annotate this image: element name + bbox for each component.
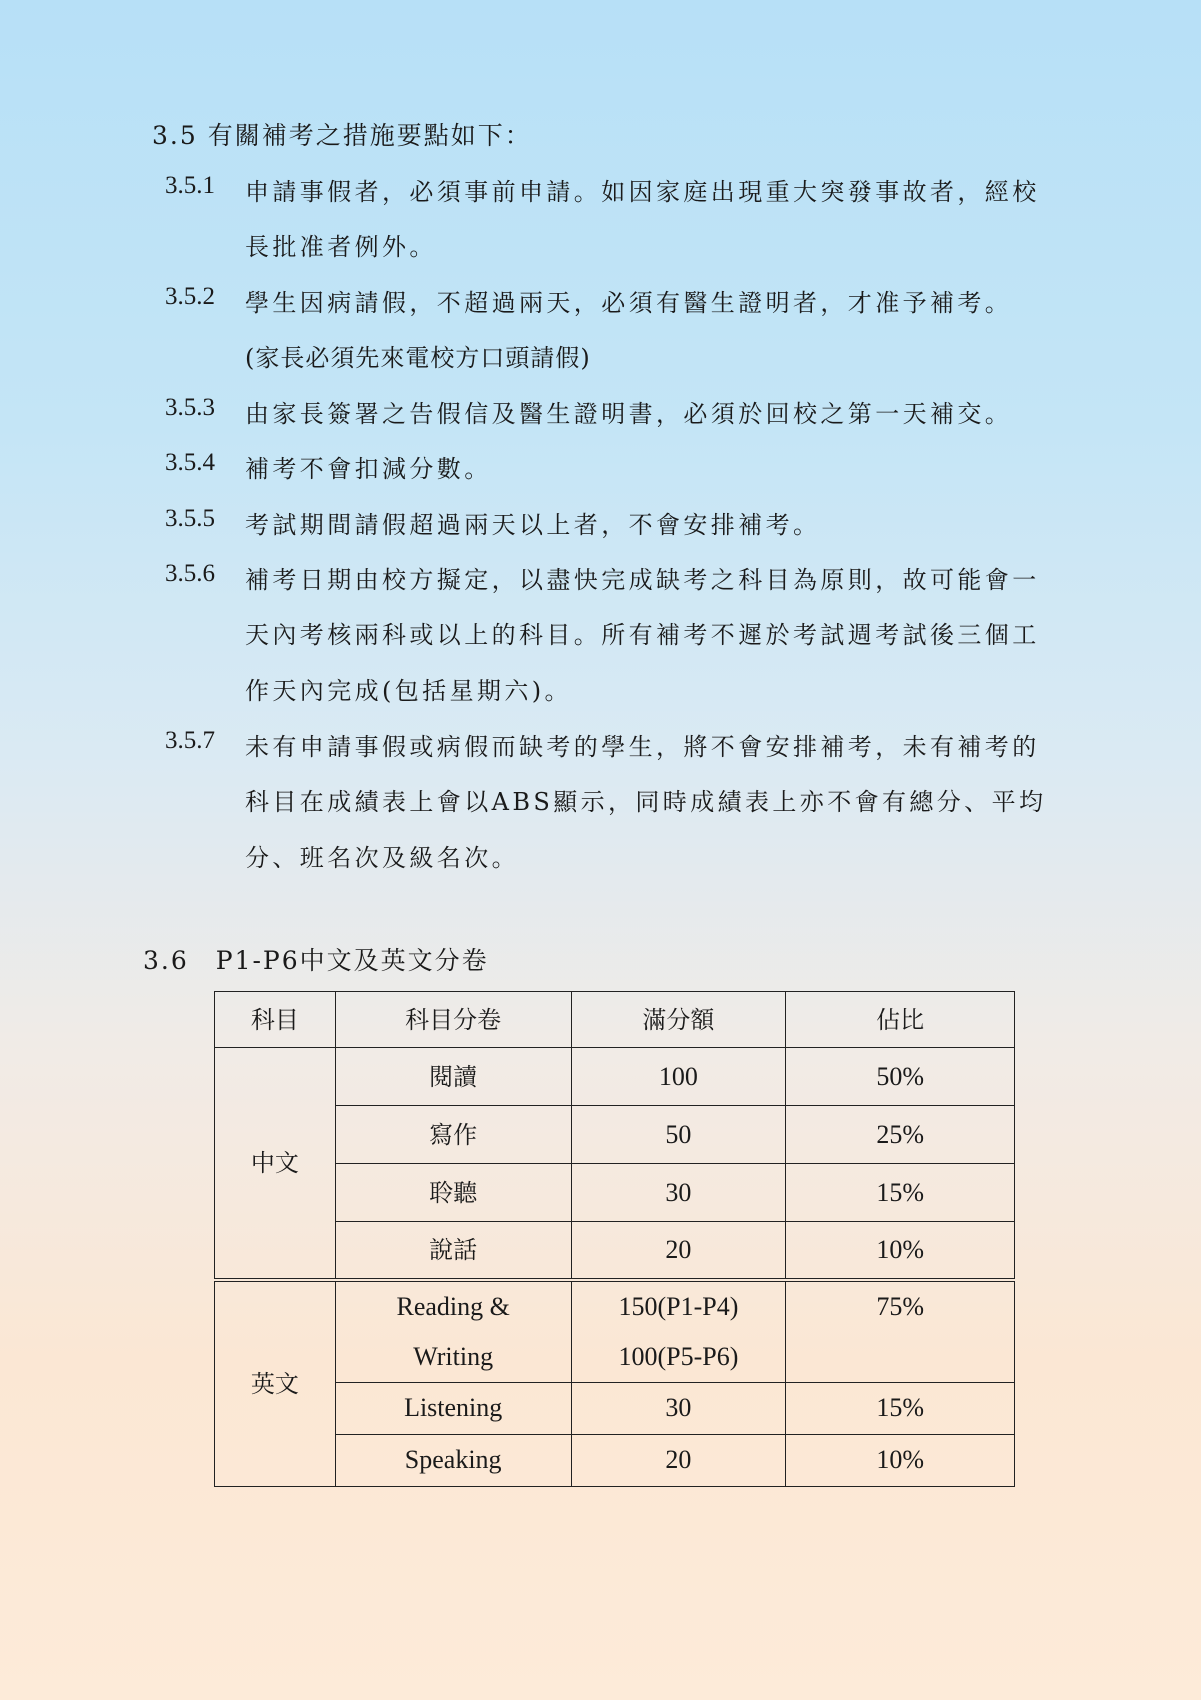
table-row: [215, 1434, 1015, 1486]
column-header: 科目分卷: [335, 992, 571, 1048]
weight-cell: 75%: [786, 1280, 1015, 1383]
column-header: 佔比: [786, 992, 1015, 1048]
item-number: 3.5.5: [165, 505, 215, 532]
full-marks-cell: 50: [571, 1106, 786, 1164]
full-marks-cell: [571, 1280, 786, 1383]
item-number: 3.5.3: [165, 394, 215, 421]
item-text: 長批准者例外。: [245, 233, 437, 261]
paper-line: Writing: [413, 1341, 494, 1371]
weight-cell: 15%: [786, 1382, 1015, 1434]
item-text: 作天內完成(包括星期六)。: [245, 677, 572, 705]
weight-cell: 50%: [786, 1048, 1015, 1106]
full-marks-cell: 30: [571, 1382, 786, 1434]
exam-paper-table: [214, 991, 1015, 1487]
column-header: 科目: [215, 992, 336, 1048]
paper-cell: 閱讀: [335, 1048, 571, 1106]
weight-cell: 25%: [786, 1106, 1015, 1164]
item-text: 申請事假者，必須事前申請。如因家庭出現重大突發事故者，經校: [245, 178, 1040, 206]
subject-cell: 英文: [215, 1280, 336, 1487]
item-text: 補考不會扣減分數。: [245, 455, 492, 483]
item-text: 未有申請事假或病假而缺考的學生，將不會安排補考，未有補考的: [245, 733, 1040, 761]
paper-cell: Speaking: [335, 1434, 571, 1486]
paper-cell: Listening: [335, 1382, 571, 1434]
section-3-6-heading: 3.6 P1-P6中文及英文分卷: [143, 946, 489, 975]
full-marks-cell: 100: [571, 1048, 786, 1106]
full-marks-cell: 30: [571, 1164, 786, 1222]
weight-cell: 15%: [786, 1164, 1015, 1222]
item-text: 天內考核兩科或以上的科目。所有補考不遲於考試週考試後三個工: [245, 621, 1040, 649]
paper-line: Reading &: [396, 1291, 510, 1321]
item-text: 分、班名次及級名次。: [245, 844, 519, 872]
paper-cell: 聆聽: [335, 1164, 571, 1222]
table-row: [215, 1106, 1015, 1164]
item-number: 3.5.7: [165, 727, 215, 754]
marks-line: 100(P5-P6): [618, 1341, 739, 1371]
item-text: 補考日期由校方擬定，以盡快完成缺考之科目為原則，故可能會一: [245, 566, 1040, 594]
table-row: [215, 1164, 1015, 1222]
section-3-5-heading: 3.5 有關補考之措施要點如下：: [152, 121, 532, 150]
table-row: [215, 1382, 1015, 1434]
full-marks-cell: 20: [571, 1434, 786, 1486]
table-row: [215, 1222, 1015, 1280]
item-number: 3.5.6: [165, 560, 215, 587]
item-number: 3.5.2: [165, 283, 215, 310]
table-row: [215, 1048, 1015, 1106]
item-number: 3.5.4: [165, 449, 215, 476]
item-text: 學生因病請假，不超過兩天，必須有醫生證明者，才准予補考。: [245, 289, 1013, 317]
weight-cell: 10%: [786, 1222, 1015, 1280]
item-text: (家長必須先來電校方口頭請假): [245, 344, 591, 372]
paper-cell: 寫作: [335, 1106, 571, 1164]
weight-cell: 10%: [786, 1434, 1015, 1486]
paper-cell: 說話: [335, 1222, 571, 1280]
subject-cell: 中文: [215, 1048, 336, 1280]
paper-cell: [335, 1280, 571, 1383]
item-number: 3.5.1: [165, 172, 215, 199]
marks-line: 150(P1-P4): [618, 1291, 739, 1321]
item-text: 考試期間請假超過兩天以上者，不會安排補考。: [245, 511, 821, 539]
full-marks-cell: 20: [571, 1222, 786, 1280]
item-text: 由家長簽署之告假信及醫生證明書，必須於回校之第一天補交。: [245, 400, 1013, 428]
table-header-row: [215, 992, 1015, 1048]
item-text: 科目在成績表上會以ABS顯示，同時成績表上亦不會有總分、平均: [245, 788, 1047, 816]
table-row: [215, 1280, 1015, 1383]
column-header: 滿分額: [571, 992, 786, 1048]
